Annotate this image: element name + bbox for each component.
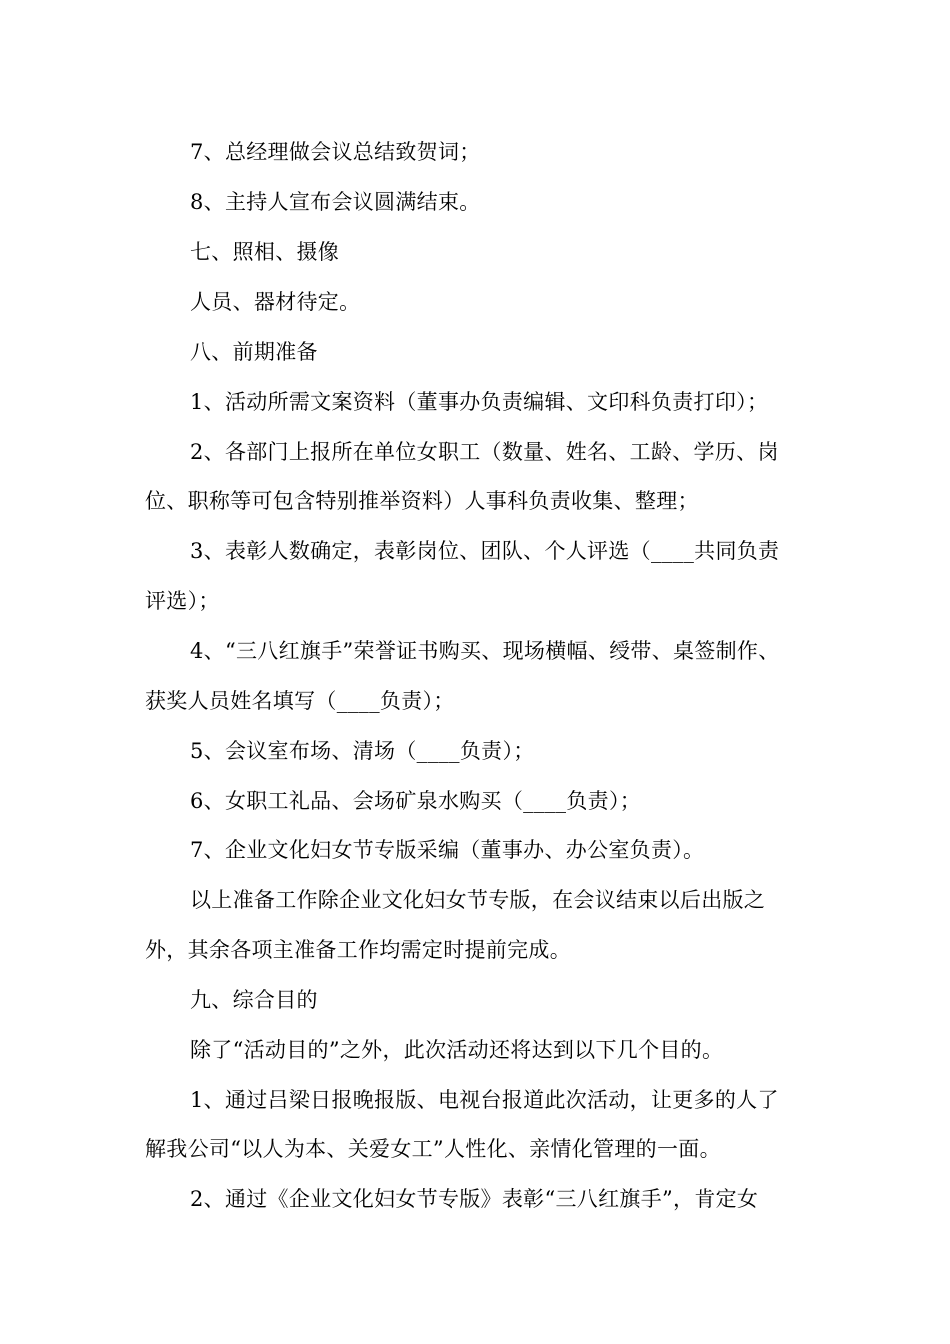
text-line: 4、“三八红旗手”荣誉证书购买、现场横幅、绶带、桌签制作、 xyxy=(190,639,780,663)
text-line: 外，其余各项主准备工作均需定时提前完成。 xyxy=(145,938,571,962)
text-line: 2、通过《企业文化妇女节专版》表彰“三八红旗手”，肯定女 xyxy=(190,1187,759,1211)
text-line: 位、职称等可包含特别推举资料）人事科负责收集、整理； xyxy=(145,489,699,513)
section-heading: 八、前期准备 xyxy=(190,340,318,364)
section-heading: 九、综合目的 xyxy=(190,988,318,1012)
text-line: 获奖人员姓名填写（____负责）； xyxy=(145,689,455,713)
text-line: 3、表彰人数确定，表彰岗位、团队、个人评选（____共同负责 xyxy=(190,539,780,563)
text-line: 8、主持人宣布会议圆满结束。 xyxy=(190,190,481,214)
text-line: 评选）； xyxy=(145,589,220,613)
text-line: 除了“活动目的”之外，此次活动还将达到以下几个目的。 xyxy=(190,1038,724,1062)
text-line: 6、女职工礼品、会场矿泉水购买（____负责）； xyxy=(190,789,642,813)
text-line: 7、总经理做会议总结致贺词； xyxy=(190,140,481,164)
text-line: 2、各部门上报所在单位女职工（数量、姓名、工龄、学历、岗 xyxy=(190,440,779,464)
text-line: 以上准备工作除企业文化妇女节专版，在会议结束以后出版之 xyxy=(190,888,766,912)
section-heading: 七、照相、摄像 xyxy=(190,240,340,264)
text-line: 7、企业文化妇女节专版采编（董事办、办公室负责）。 xyxy=(190,838,705,862)
text-line: 解我公司“以人为本、关爱女工”人性化、亲情化管理的一面。 xyxy=(145,1137,721,1161)
text-line: 1、通过吕梁日报晚报版、电视台报道此次活动，让更多的人了 xyxy=(190,1088,779,1112)
text-line: 1、活动所需文案资料（董事办负责编辑、文印科负责打印）； xyxy=(190,390,769,414)
text-line: 人员、器材待定。 xyxy=(190,290,361,314)
text-line: 5、会议室布场、清场（____负责）； xyxy=(190,739,535,763)
